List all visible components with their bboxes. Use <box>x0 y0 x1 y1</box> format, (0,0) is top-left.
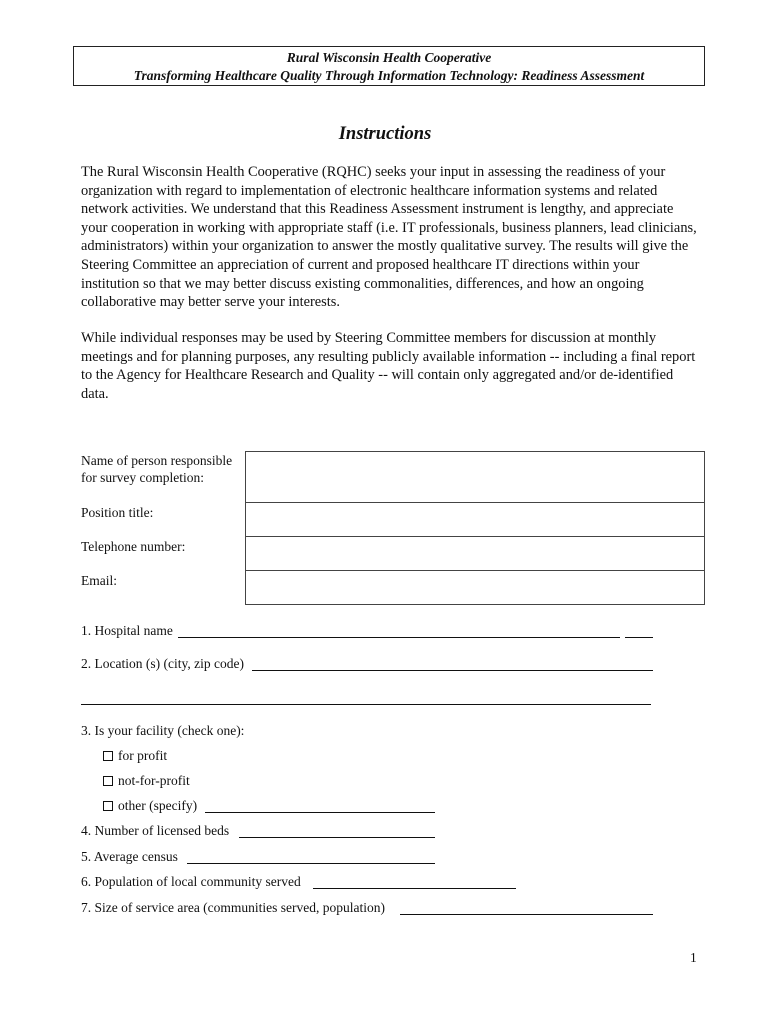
telephone-label: Telephone number: <box>81 539 186 554</box>
instructions-paragraph-2: While individual responses may be used by Steering Committee members for discussion at monthly meetings and for planning purposes, any resulting publicly available information -- including a final report to the Agency for Healthcare Research and Quality -- will contain only aggregated and/or de-identified data. <box>81 330 696 402</box>
service-area-line[interactable] <box>400 914 653 915</box>
average-census-label: 5. Average census <box>81 849 178 864</box>
licensed-beds-line[interactable] <box>239 837 435 838</box>
location-label: 2. Location (s) (city, zip code) <box>81 656 244 671</box>
location-line[interactable] <box>252 670 653 671</box>
document-header <box>73 46 705 86</box>
position-label: Position title: <box>81 505 154 520</box>
population-label: 6. Population of local community served <box>81 874 301 889</box>
position-field[interactable] <box>245 502 705 537</box>
hospital-name-line[interactable] <box>178 637 620 638</box>
hospital-name-line-end <box>625 637 653 638</box>
population-line[interactable] <box>313 888 516 889</box>
name-label: Name of person responsible for survey completion: <box>81 453 233 485</box>
facility-type-label: 3. Is your facility (check one): <box>81 723 245 738</box>
telephone-field[interactable] <box>245 536 705 571</box>
average-census-line[interactable] <box>187 863 435 864</box>
header-project-title: Transforming Healthcare Quality Through Information Technology: Readiness Assessment <box>133 68 645 83</box>
checkbox-for-profit[interactable] <box>103 751 113 761</box>
option-for-profit[interactable]: for profit <box>103 748 167 764</box>
hospital-name-label: 1. Hospital name <box>81 623 173 638</box>
page-number: 1 <box>690 950 697 965</box>
other-specify-line[interactable] <box>205 812 435 813</box>
email-field[interactable] <box>245 570 705 605</box>
checkbox-other[interactable] <box>103 801 113 811</box>
email-label: Email: <box>81 573 117 588</box>
instructions-paragraph-1: The Rural Wisconsin Health Cooperative (RQHC) seeks your input in assessing the readiness of your organization with regard to implementation of electronic healthcare information systems and related network activities. We understand that this Readiness Assessment instrument is lengthy, and appreciate your cooperation in working with appropriate staff (i.e. IT professionals, business planners, lead clinicians, administrators) within your organization to answer the mostly qualitative survey. The results will give the Steering Committee an appreciation of current and proposed healthcare IT directions within your institution so that we may better discuss existing commonalities, differences, and how an ongoing collaborative may better serve your interests. <box>81 164 697 311</box>
option-other[interactable]: other (specify) <box>103 798 197 814</box>
checkbox-not-for-profit[interactable] <box>103 776 113 786</box>
header-org-name: Rural Wisconsin Health Cooperative <box>286 50 492 65</box>
licensed-beds-label: 4. Number of licensed beds <box>81 823 230 838</box>
name-field[interactable] <box>245 451 705 503</box>
option-not-for-profit[interactable]: not-for-profit <box>103 773 190 789</box>
service-area-label: 7. Size of service area (communities served, population) <box>81 900 386 915</box>
page-title: Instructions <box>338 124 432 144</box>
location-line-2[interactable] <box>81 704 651 705</box>
